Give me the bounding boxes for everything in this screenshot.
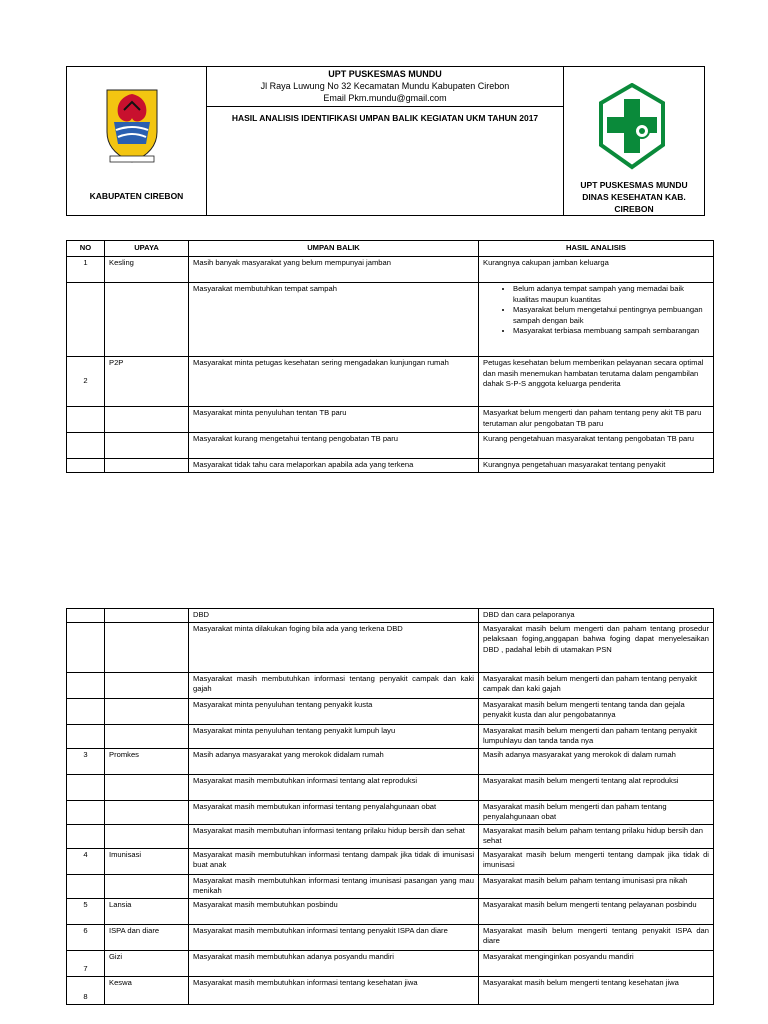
table-header-row — [67, 241, 714, 257]
row-hasil-analisis: Masyarakat masih belum mengerti tentang pelayanan posbindu — [479, 898, 714, 924]
document-header — [66, 66, 705, 216]
row-hasil-analisis: Masyarakat masih belum mengerti dan paham tentang prosedur pelaksaan foging,anggapan bahwa foging dapat menyelesaikan DBD , padahal lebih di utamakan PSN — [479, 622, 714, 672]
row-umpan-balik: Masyarakat masih membutuhkan posbindu — [189, 898, 479, 924]
row-umpan-balik: Masyarakat minta dilakukan foging bila ada yang terkena DBD — [189, 622, 479, 672]
row-hasil-analisis: Masyarakat masih belum mengerti dan paham tentang penyakit lumpuhlayu dan tanda tanda nya — [479, 724, 714, 748]
row-no — [67, 672, 105, 698]
row-no: 3 — [67, 748, 105, 774]
row-upaya — [105, 609, 189, 623]
row-upaya: Keswa — [105, 976, 189, 1004]
row-hasil-analisis: Masyarakat masih belum mengerti tentang tanda dan gejala penyakit kusta dan alur pengobatannya — [479, 698, 714, 724]
row-umpan-balik: Masyarakat minta penyuluhan tentang penyakit kusta — [189, 698, 479, 724]
row-umpan-balik: Masyarakat minta petugas kesehatan sering mengadakan kunjungan rumah — [189, 357, 479, 407]
header-hasil-analisis: HASIL ANALISIS — [479, 241, 714, 257]
row-hasil-analisis: Masyarakat masih belum paham tentang imunisasi pra nikah — [479, 874, 714, 898]
row-no: 8 — [67, 976, 105, 1004]
table-row — [67, 459, 714, 473]
row-upaya — [105, 407, 189, 433]
table-row — [67, 874, 714, 898]
row-no — [67, 724, 105, 748]
row-no — [67, 407, 105, 433]
row-no — [67, 824, 105, 848]
row-umpan-balik: Masih banyak masyarakat yang belum mempunyai jamban — [189, 257, 479, 283]
row-umpan-balik: Masyarakat masih membutuhkan informasi tentang dampak jika tidak di imunisasi buat anak — [189, 848, 479, 874]
row-upaya: Imunisasi — [105, 848, 189, 874]
cirebon-coat-of-arms-icon — [102, 82, 162, 172]
header-no: NO — [67, 241, 105, 257]
row-umpan-balik: Masyarakat masih membutuhkan informasi tentang imunisasi pasangan yang mau menikah — [189, 874, 479, 898]
row-umpan-balik: Masyarakat masih membutuhkan informasi tentang penyakit ISPA dan diare — [189, 924, 479, 950]
right-label-line-1: UPT PUSKESMAS MUNDU — [580, 180, 688, 190]
row-no: 5 — [67, 898, 105, 924]
table-row — [67, 724, 714, 748]
row-no — [67, 283, 105, 357]
feedback-table-2 — [66, 608, 714, 1005]
table-row — [67, 622, 714, 672]
row-no: 7 — [67, 950, 105, 976]
row-hasil-analisis — [479, 283, 714, 357]
table-row — [67, 748, 714, 774]
row-umpan-balik: Masyarakat minta penyuluhan tentan TB paru — [189, 407, 479, 433]
row-umpan-balik: Masyarakat minta penyuluhan tentang penyakit lumpuh layu — [189, 724, 479, 748]
row-upaya: Gizi — [105, 950, 189, 976]
table-row — [67, 976, 714, 1004]
row-umpan-balik: Masyarakat membutuhkan tempat sampah — [189, 283, 479, 357]
row-upaya — [105, 698, 189, 724]
row-umpan-balik: Masih adanya masyarakat yang merokok didalam rumah — [189, 748, 479, 774]
row-upaya: P2P — [105, 357, 189, 407]
row-hasil-analisis: Masyarakat masih belum mengerti tentang dampak jika tidak di imunisasi — [479, 848, 714, 874]
institution-info — [207, 67, 563, 107]
puskesmas-cross-icon — [597, 83, 667, 176]
header-umpan-balik: UMPAN BALIK — [189, 241, 479, 257]
analysis-bullet-list — [483, 284, 709, 337]
feedback-table-1 — [66, 240, 714, 473]
row-hasil-analisis: Petugas kesehatan belum memberikan pelayanan secara optimal dan masih menemukan hambatan terutama dalam pengambilan dahak S-P-S anggota keluarga penderita — [479, 357, 714, 407]
row-hasil-analisis: Masyarakat masih belum paham tentang prilaku hidup bersih dan sehat — [479, 824, 714, 848]
right-label-line-2: DINAS KESEHATAN KAB. — [582, 192, 686, 202]
header-left-cell — [67, 67, 207, 215]
row-umpan-balik: Masyarakat kurang mengetahui tentang pengobatan TB paru — [189, 433, 479, 459]
table-row — [67, 698, 714, 724]
header-upaya: UPAYA — [105, 241, 189, 257]
list-item: • Masyarakat belum mengetahui pentingnya pembuangan sampah dengan baik — [513, 305, 709, 326]
row-umpan-balik: Masyarakat masih membutuhan informasi tentang prilaku hidup bersih dan sehat — [189, 824, 479, 848]
row-no — [67, 800, 105, 824]
row-upaya — [105, 672, 189, 698]
row-hasil-analisis: Kurangnya pengetahuan masyarakat tentang penyakit — [479, 459, 714, 473]
row-hasil-analisis: DBD dan cara pelaporanya — [479, 609, 714, 623]
table-row — [67, 848, 714, 874]
row-no — [67, 459, 105, 473]
row-hasil-analisis: Masyarakat masih belum mengerti dan paham tentang penyakit campak dan kaki gajah — [479, 672, 714, 698]
row-hasil-analisis: Masyarkat belum mengerti dan paham tentang peny akit TB paru terutaman alur pengobatan TB paru — [479, 407, 714, 433]
row-hasil-analisis: Masih adanya masyarakat yang merokok di dalam rumah — [479, 748, 714, 774]
list-item: • Belum adanya tempat sampah yang memadai baik kualitas maupun kuantitas — [513, 284, 709, 305]
header-right-cell — [564, 67, 704, 215]
table-row — [67, 609, 714, 623]
row-no: 2 — [67, 357, 105, 407]
row-umpan-balik: Masyarakat masih membutukan informasi tentang penyalahgunaan obat — [189, 800, 479, 824]
document-title: HASIL ANALISIS IDENTIFIKASI UMPAN BALIK KEGIATAN UKM TAHUN 2017 — [231, 113, 539, 123]
table-row — [67, 898, 714, 924]
row-umpan-balik: Masyarakat masih membutuhkan informasi tentang alat reproduksi — [189, 774, 479, 800]
table-row — [67, 257, 714, 283]
table-row — [67, 824, 714, 848]
row-no — [67, 774, 105, 800]
row-umpan-balik: DBD — [189, 609, 479, 623]
table-row — [67, 774, 714, 800]
row-no — [67, 433, 105, 459]
right-label-line-3: CIREBON — [614, 204, 654, 214]
table-row — [67, 433, 714, 459]
row-hasil-analisis: Masyarakat masih belum mengerti tentang alat reproduksi — [479, 774, 714, 800]
table-row — [67, 950, 714, 976]
row-hasil-analisis: Kurangnya cakupan jamban keluarga — [479, 257, 714, 283]
row-upaya: Lansia — [105, 898, 189, 924]
row-upaya — [105, 874, 189, 898]
regency-label: KABUPATEN CIREBON — [89, 191, 184, 201]
org-name: UPT PUSKESMAS MUNDU — [328, 69, 442, 79]
row-no — [67, 874, 105, 898]
table-row — [67, 283, 714, 357]
row-upaya: Promkes — [105, 748, 189, 774]
row-hasil-analisis: Masyarakat menginginkan posyandu mandiri — [479, 950, 714, 976]
row-upaya — [105, 824, 189, 848]
row-upaya: Kesling — [105, 257, 189, 283]
row-upaya — [105, 622, 189, 672]
row-upaya — [105, 800, 189, 824]
row-umpan-balik: Masyarakat tidak tahu cara melaporkan apabila ada yang terkena — [189, 459, 479, 473]
row-upaya — [105, 774, 189, 800]
row-umpan-balik: Masyarakat masih membutuhkan adanya posyandu mandiri — [189, 950, 479, 976]
table-row — [67, 672, 714, 698]
row-hasil-analisis: Masyarakat masih belum mengerti dan paham tentang penyalahgunaan obat — [479, 800, 714, 824]
row-no: 4 — [67, 848, 105, 874]
table-row — [67, 357, 714, 407]
address-line: Jl Raya Luwung No 32 Kecamatan Mundu Kabupaten Cirebon — [260, 81, 510, 91]
list-item: • Masyarakat terbiasa membuang sampah sembarangan — [513, 326, 709, 337]
header-middle-cell — [207, 67, 564, 215]
row-umpan-balik: Masyarakat masih membutuhkan informasi tentang penyakit campak dan kaki gajah — [189, 672, 479, 698]
row-upaya — [105, 459, 189, 473]
row-umpan-balik: Masyarakat masih membutuhkan informasi tentang kesehatan jiwa — [189, 976, 479, 1004]
row-upaya — [105, 724, 189, 748]
row-upaya — [105, 433, 189, 459]
table-row — [67, 407, 714, 433]
email-line: Email Pkm.mundu@gmail.com — [323, 93, 447, 103]
row-no — [67, 609, 105, 623]
row-hasil-analisis: Masyarakat masih belum mengerti tentang penyakit ISPA dan diare — [479, 924, 714, 950]
row-upaya: ISPA dan diare — [105, 924, 189, 950]
row-no: 6 — [67, 924, 105, 950]
row-no — [67, 622, 105, 672]
row-hasil-analisis: Masyarakat masih belum mengerti tentang kesehatan jiwa — [479, 976, 714, 1004]
table-row — [67, 800, 714, 824]
table-row — [67, 924, 714, 950]
row-no — [67, 698, 105, 724]
row-no: 1 — [67, 257, 105, 283]
row-hasil-analisis: Kurang pengetahuan masyarakat tentang pengobatan TB paru — [479, 433, 714, 459]
right-institution-label — [564, 179, 704, 215]
row-upaya — [105, 283, 189, 357]
